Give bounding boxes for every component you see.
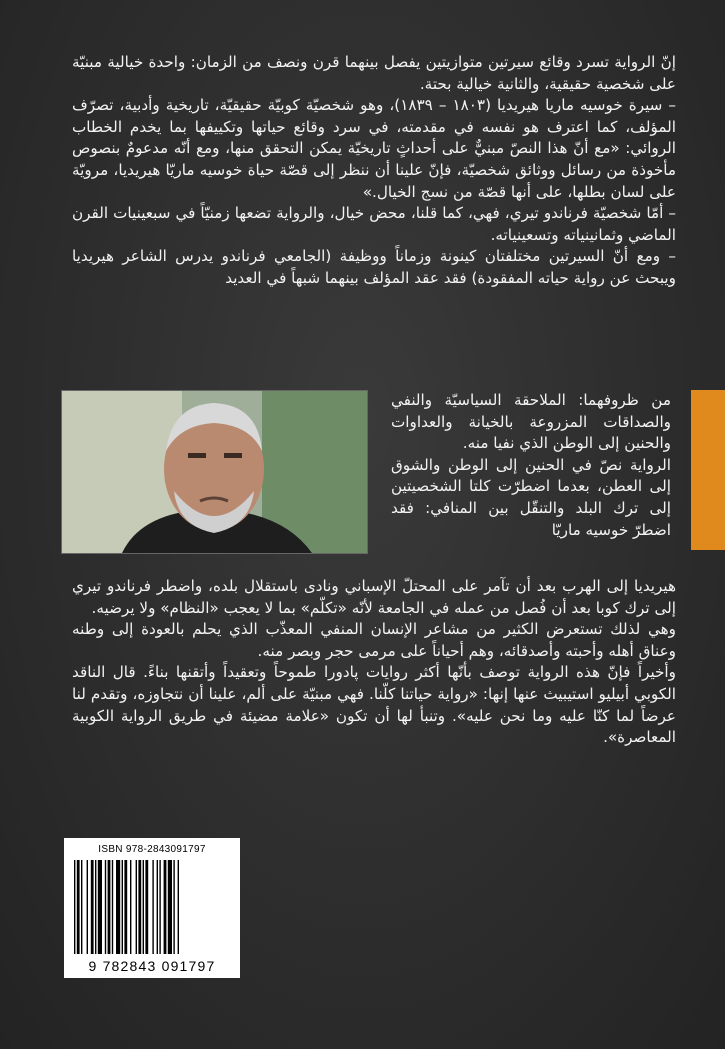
paragraph-circumstances: من ظروفهما: الملاحقة السياسيّة والنفي والصداقات المزروعة بالخيانة والعداوات والحنين إلى الوطن الذي نفيا منه. [391,391,671,453]
paragraph-intro: إنّ الرواية تسرد وقائع سيرتين متوازيتين يفصل بينهما قرن ونصف من الزمان: واحدة خيالية مبنيّة على شخصية حقيقية، والثانية خيالية بحتة. [72,53,676,93]
barcode-bar [98,860,102,954]
author-portrait-image [62,391,367,553]
paragraph-exile: وهي لذلك تستعرض الكثير من مشاعر الإنسان المنفي المعذّب الذي يحلم بالعودة إلى وطنه وعناق أهله وأحبته وأصدقائه، وهم أحياناً على مرمى حجر وبصر منه. [72,620,676,660]
barcode-bars [74,860,232,954]
barcode-bar [95,860,96,954]
barcode-bar [81,860,82,954]
isbn-barcode [64,838,240,978]
barcode-bar [145,860,148,954]
barcode-bar [112,860,113,954]
isbn-digits: 9 782843 091797 [88,958,216,974]
barcode-bar [138,860,141,954]
barcode-bar [152,860,153,954]
back-cover-text-bottom [72,576,676,749]
barcode-bar [124,860,127,954]
paragraph-nostalgia: الرواية نصّ في الحنين إلى الوطن والشوق إلى العطن، بعدما اضطرّت كلتا الشخصيتين إلى ترك البلد والتنقّل بين المنافي: فقد اضطرّ خوسيه ماريّا [391,455,671,539]
author-photo [61,390,368,554]
barcode-bar [105,860,106,954]
barcode-bar [136,860,137,954]
paragraph-parallels: – ومع أنّ السيرتين مختلفتان كينونة وزماناً ووظيفة (الجامعي فرناندو يدرس الشاعر هيريديا ويبحث عن رواية حياته المفقودة) فقد عقد المؤلف بينهما شبهاً في العديد [72,247,676,287]
barcode-bar [91,860,94,954]
photo-row [61,390,671,560]
barcode-bar [157,860,158,954]
barcode-bar [87,860,88,954]
side-text-column [391,390,671,541]
barcode-bar [130,860,131,954]
barcode-bar [77,860,80,954]
orange-accent-bar [691,390,725,550]
isbn-label: ISBN 978-2843091797 [98,844,206,855]
barcode-bar [74,860,75,954]
paragraph-escape: هيريديا إلى الهرب بعد أن تآمر على المحتلّ الإسباني ونادى باستقلال بلده، واضطر فرناندو تيري إلى ترك كوبا بعد أن فُصل من عمله في الجامعة لأنّه «تكلّم» بما لا يعجب «النظام» ولا يرضيه. [72,577,676,617]
barcode-bar [178,860,179,954]
paragraph-terry: – أمّا شخصيّة فرناندو تيري، فهي، كما قلنا، محض خيال، والرواية تضعها زمنيّاً في سبعينيات القرن الماضي وثمانينياته وتسعينياته. [72,204,676,244]
barcode-bar [159,860,160,954]
barcode-bar [108,860,111,954]
back-cover-text-top [72,52,676,290]
barcode-bar [173,860,174,954]
paragraph-heredia: – سيرة خوسيه ماريا هيريديا (١٨٠٣ – ١٨٣٩)، وهو شخصيّة كوبيّة حقيقيّة، تاريخية وأدبية، تصرّف المؤلف، كما اعترف هو نفسه في مقدمته، في سرد وقائع حياتها وتكييفها بما يخدم الخطاب الروائي: «مع أنّ هذا النصّ مبنيٌّ على أحداثٍ تاريخيّة يمكن التحقق منها، ومع أنّه مدعومٌ بنصوص مأخوذة من رسائل ووثائق شخصيّة، فإنّ علينا أن ننظر إلى قصّة حياة خوسيه ماريّا هيريديا، مرويّة على لسان بطلها، على أنها قصّة من نسج الخيال.» [72,96,676,201]
barcode-bar [122,860,123,954]
barcode-bar [116,860,120,954]
barcode-bar [143,860,144,954]
barcode-bar [164,860,167,954]
barcode-bar [168,860,172,954]
paragraph-critics: وأخيراً فإنّ هذه الرواية توصف بأنّها أكثر روايات پادورا طموحاً وتعقيداً وأتقنها بناءً. قال الناقد الكوبي أبيليو استيبيث عنها إنها: «رواية حياتنا كلّنا. فهي مبنيّة على ألم، علينا أن نتجاوزه، وتقدم لنا عرضاً لما كنّا عليه وما نحن عليه». وتنبأ لها أن تكون «علامة مضيئة في طريق الرواية الكوبية المعاصرة». [72,663,676,747]
